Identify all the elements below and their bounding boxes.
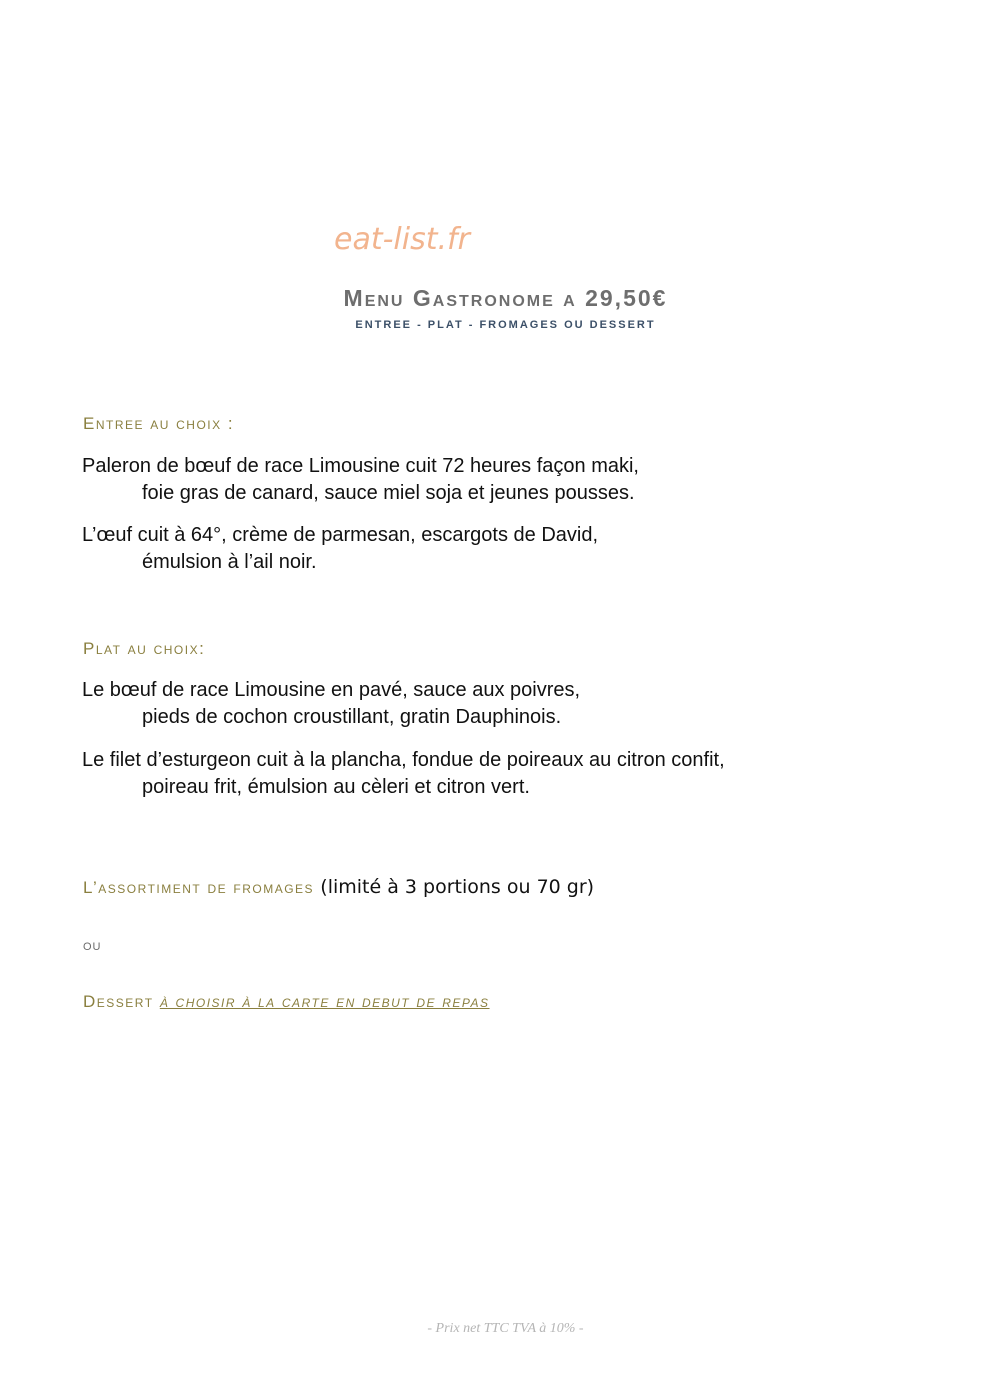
dessert-carte-link[interactable]: à choisir à la carte en debut de repas bbox=[159, 992, 490, 1011]
or-separator: ou bbox=[83, 937, 102, 954]
dish-line: émulsion à l’ail noir. bbox=[142, 551, 317, 573]
plat-heading: Plat au choix: bbox=[83, 639, 206, 658]
plat-dish-1 bbox=[82, 677, 580, 731]
entree-heading: Entree au choix : bbox=[83, 414, 235, 433]
dish-line: foie gras de canard, sauce miel soja et jeunes pousses. bbox=[142, 482, 635, 504]
price-footer: - Prix net TTC TVA à 10% - bbox=[427, 1321, 584, 1336]
fromages-title: L’assortiment de fromages bbox=[83, 878, 315, 897]
dish-line: Le bœuf de race Limousine en pavé, sauce aux poivres, bbox=[82, 679, 581, 701]
menu-title: Menu Gastronome a 29,50€ bbox=[343, 285, 668, 311]
fromages-note: (limité à 3 portions ou 70 gr) bbox=[320, 876, 595, 898]
menu-subtitle: ENTREE - PLAT - FROMAGES OU DESSERT bbox=[355, 319, 656, 331]
dish-line: poireau frit, émulsion au cèleri et citron vert. bbox=[142, 776, 530, 798]
entree-dish-2 bbox=[82, 522, 598, 576]
dessert-heading bbox=[83, 992, 490, 1012]
plat-dish-2 bbox=[82, 747, 725, 801]
dish-line: L’œuf cuit à 64°, crème de parmesan, escargots de David, bbox=[82, 524, 599, 546]
dish-line: Paleron de bœuf de race Limousine cuit 72 heures façon maki, bbox=[82, 455, 639, 477]
fromages-heading bbox=[83, 876, 594, 898]
dish-line: pieds de cochon croustillant, gratin Dauphinois. bbox=[142, 706, 562, 728]
dessert-title: Dessert bbox=[83, 992, 154, 1011]
watermark-logo: eat-list.fr bbox=[334, 222, 470, 257]
entree-dish-1 bbox=[82, 453, 639, 507]
dish-line: Le filet d’esturgeon cuit à la plancha, fondue de poireaux au citron confit, bbox=[82, 749, 725, 771]
